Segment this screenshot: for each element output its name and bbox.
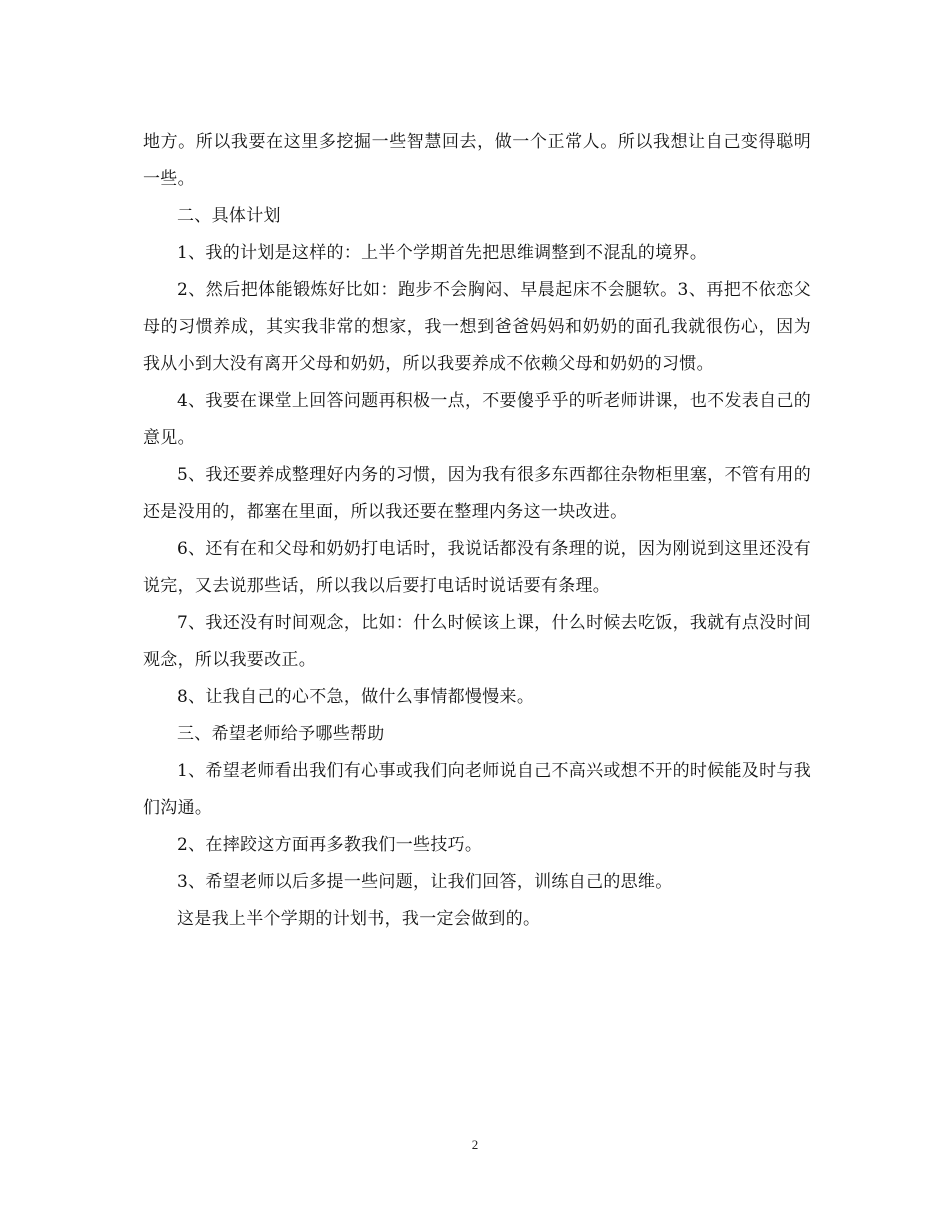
paragraph-item-7: 7、我还没有时间观念，比如：什么时候该上课，什么时候去吃饭，我就有点没时间观念，所以我要改正。	[143, 613, 811, 670]
page-number: 2	[471, 1137, 479, 1152]
paragraph-closing: 这是我上半个学期的计划书，我一定会做到的。	[177, 909, 541, 929]
document-body	[143, 124, 811, 938]
section-heading-help: 三、希望老师给予哪些帮助	[177, 724, 385, 744]
paragraph-item-4: 4、我要在课堂上回答问题再积极一点，不要傻乎乎的听老师讲课，也不发表自己的意见。	[143, 391, 811, 448]
paragraph-item-1: 1、我的计划是这样的：上半个学期首先把思维调整到不混乱的境界。	[177, 243, 708, 263]
paragraph-help-2: 2、在摔跤这方面再多教我们一些技巧。	[177, 835, 483, 855]
paragraph-item-8: 8、让我自己的心不急，做什么事情都慢慢来。	[177, 687, 535, 707]
paragraph-item-6: 6、还有在和父母和奶奶打电话时，我说话都没有条理的说，因为刚说到这里还没有说完，又去说那些话，所以我以后要打电话时说话要有条理。	[143, 539, 811, 596]
paragraph-help-3: 3、希望老师以后多提一些问题，让我们回答，训练自己的思维。	[177, 872, 673, 892]
section-heading-plan: 二、具体计划	[177, 206, 281, 226]
paragraph-help-1: 1、希望老师看出我们有心事或我们向老师说自己不高兴或想不开的时候能及时与我们沟通。	[143, 761, 811, 818]
paragraph-item-5: 5、我还要养成整理好内务的习惯，因为我有很多东西都往杂物柜里塞，不管有用的还是没用的，都塞在里面，所以我还要在整理内务这一块改进。	[143, 465, 811, 522]
paragraph-item-2: 2、然后把体能锻炼好比如：跑步不会胸闷、早晨起床不会腿软。3、再把不依恋父母的习惯养成，其实我非常的想家，我一想到爸爸妈妈和奶奶的面孔我就很伤心，因为我从小到大没有离开父母和奶奶，所以我要养成不依赖父母和奶奶的习惯。	[143, 280, 811, 374]
paragraph-continuation: 地方。所以我要在这里多挖掘一些智慧回去，做一个正常人。所以我想让自己变得聪明一些。	[143, 132, 811, 189]
